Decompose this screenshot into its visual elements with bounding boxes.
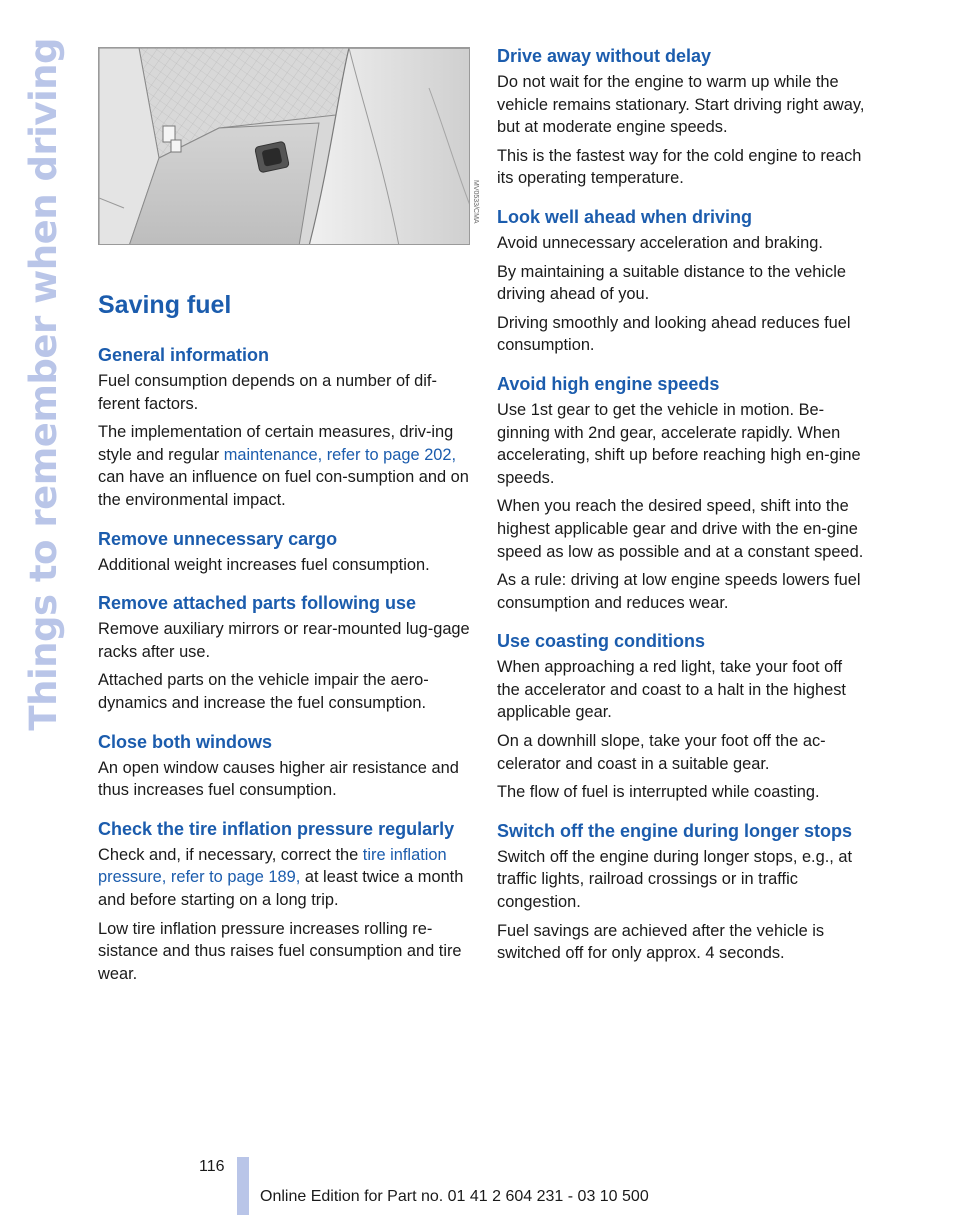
paragraph: Avoid unnecessary acceleration and braking.: [497, 233, 823, 252]
section-heading: Check the tire inflation pressure regularly: [98, 818, 455, 839]
section-close-windows: [98, 731, 470, 802]
section-remove-cargo: [98, 528, 470, 577]
maintenance-link[interactable]: maintenance, refer to page 202,: [223, 445, 457, 464]
paragraph: Additional weight increases fuel consumption.: [98, 555, 430, 574]
paragraph: Use 1st gear to get the vehicle in motion. Be-ginning with 2nd gear, accelerate rapidly. When accelerating, shift up before reaching high en-gine speeds.: [497, 400, 861, 487]
tire-pressure-link[interactable]: tire inflation pressure, refer to page 189,: [98, 845, 447, 887]
section-heading: Use coasting conditions: [497, 631, 706, 652]
section-avoid-high-speeds: [497, 373, 869, 614]
section-heading: Remove unnecessary cargo: [98, 528, 338, 549]
paragraph: This is the fastest way for the cold engine to reach its operating temperature.: [497, 146, 862, 188]
section-tire-pressure: [98, 818, 470, 986]
paragraph: Fuel consumption depends on a number of dif-ferent factors.: [98, 372, 437, 413]
paragraph: [98, 844, 470, 912]
section-heading: Switch off the engine during longer stops: [497, 820, 852, 841]
edition-text: Online Edition for Part no. 01 41 2 604 231 - 03 10 500: [260, 1188, 649, 1205]
paragraph: Switch off the engine during longer stops, e.g., at traffic lights, railroad crossings or in traffic congestion.: [497, 847, 853, 912]
chapter-title-text: Things to remember when driving: [21, 38, 65, 731]
paragraph: [98, 421, 470, 511]
paragraph-text: Check and, if necessary, correct the: [98, 845, 363, 864]
section-heading: General information: [98, 345, 270, 365]
paragraph: As a rule: driving at low engine speeds lowers fuel consumption and reduces wear.: [497, 571, 861, 612]
paragraph: Do not wait for the engine to warm up while the vehicle remains stationary. Start driving right away, but at moderate engine speeds.: [497, 73, 865, 137]
section-look-ahead: [497, 206, 869, 357]
paragraph: On a downhill slope, take your foot off the ac-celerator and coast in a suitable gear.: [497, 732, 826, 773]
section-coasting: [497, 630, 869, 804]
page-title: Saving fuel: [98, 291, 232, 319]
paragraph: When you reach the desired speed, shift into the highest applicable gear and drive with the en-gine speed as low as possible and at a constant speed.: [497, 497, 864, 561]
cargo-area-illustration: [98, 47, 470, 245]
paragraph: Remove auxiliary mirrors or rear-mounted lug-gage racks after use.: [98, 620, 470, 661]
paragraph-text: can have an influence on fuel con-sumption and on the environmental impact.: [98, 468, 469, 509]
section-heading: Remove attached parts following use: [98, 593, 417, 614]
chapter-side-title: [18, 38, 68, 731]
paragraph: Low tire inflation pressure increases rolling re-sistance and thus raises fuel consumption and tire wear.: [98, 919, 462, 983]
footer-accent-bar: [237, 1157, 249, 1215]
paragraph: The flow of fuel is interrupted while coasting.: [497, 783, 820, 802]
page-number: 116: [199, 1158, 225, 1175]
right-column: [497, 45, 869, 981]
section-heading: Close both windows: [98, 731, 272, 752]
section-drive-away: [497, 45, 869, 190]
figure-code: MV0533/CMA: [472, 180, 479, 224]
section-heading: Look well ahead when driving: [497, 206, 753, 227]
section-heading: Drive away without delay: [497, 46, 712, 66]
section-remove-attached-parts: [98, 592, 470, 714]
section-heading: Avoid high engine speeds: [497, 373, 720, 394]
paragraph: Fuel savings are achieved after the vehicle is switched off for only approx. 4 seconds.: [497, 921, 825, 963]
section-general-information: [98, 344, 470, 512]
left-column: [98, 286, 470, 1001]
paragraph: An open window causes higher air resistance and thus increases fuel consumption.: [98, 758, 459, 800]
section-switch-off-engine: [497, 820, 869, 965]
paragraph: By maintaining a suitable distance to the vehicle driving ahead of you.: [497, 262, 846, 304]
paragraph: Attached parts on the vehicle impair the aero-dynamics and increase the fuel consumption.: [98, 671, 429, 712]
paragraph: Driving smoothly and looking ahead reduces fuel consumption.: [497, 313, 851, 355]
paragraph-text: The implementation of certain measures, driv-ing style and regular: [98, 423, 454, 464]
paragraph-text: at least twice a month and before starting on a long trip.: [98, 868, 464, 909]
paragraph: When approaching a red light, take your foot off the accelerator and coast to a halt in the highest applicable gear.: [497, 658, 846, 722]
